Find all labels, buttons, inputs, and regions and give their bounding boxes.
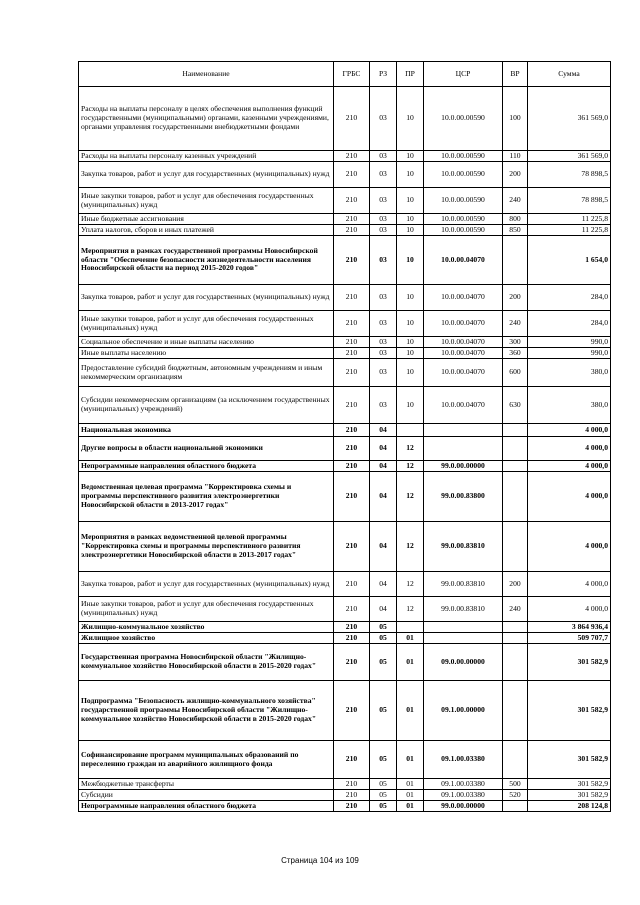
table-row [79, 472, 611, 522]
cell-name: Национальная экономика [79, 424, 334, 437]
cell-sum: 301 582,9 [528, 644, 611, 681]
cell-name: Другие вопросы в области национальной экономики [79, 437, 334, 461]
cell-name: Государственная программа Новосибирской области "Жилищно-коммунальное хозяйство Новосибирской области в 2015-2020 годах" [79, 644, 334, 681]
cell-pr: 10 [397, 285, 424, 311]
cell-csr: 10.0.00.04070 [424, 285, 503, 311]
cell-pr: 10 [397, 151, 424, 162]
table-header-row [79, 62, 611, 87]
cell-rz: 03 [370, 151, 397, 162]
cell-sum: 301 582,9 [528, 681, 611, 741]
cell-vr: 300 [503, 337, 528, 348]
column-header-name: Наименование [79, 62, 334, 87]
cell-vr [503, 437, 528, 461]
cell-name: Иные закупки товаров, работ и услуг для обеспечения государственных (муниципальных) нужд [79, 597, 334, 622]
cell-pr: 10 [397, 188, 424, 214]
cell-sum: 990,0 [528, 348, 611, 359]
table-row [79, 236, 611, 285]
cell-rz: 04 [370, 572, 397, 597]
cell-grbs: 210 [334, 644, 370, 681]
cell-name: Закупка товаров, работ и услуг для государственных (муниципальных) нужд [79, 162, 334, 188]
cell-rz: 05 [370, 741, 397, 779]
table-row [79, 424, 611, 437]
table-row [79, 285, 611, 311]
cell-rz: 04 [370, 424, 397, 437]
cell-grbs: 210 [334, 236, 370, 285]
cell-name: Жилищное хозяйство [79, 633, 334, 644]
cell-grbs: 210 [334, 741, 370, 779]
cell-csr [424, 622, 503, 633]
cell-rz: 04 [370, 437, 397, 461]
cell-grbs: 210 [334, 622, 370, 633]
cell-vr: 200 [503, 162, 528, 188]
cell-rz: 05 [370, 779, 397, 790]
cell-pr: 10 [397, 225, 424, 236]
cell-rz: 04 [370, 461, 397, 472]
cell-sum: 4 000,0 [528, 572, 611, 597]
cell-vr [503, 522, 528, 572]
cell-vr [503, 741, 528, 779]
cell-vr: 630 [503, 387, 528, 424]
cell-vr [503, 681, 528, 741]
cell-sum: 4 000,0 [528, 522, 611, 572]
cell-name: Закупка товаров, работ и услуг для государственных (муниципальных) нужд [79, 285, 334, 311]
cell-name: Закупка товаров, работ и услуг для государственных (муниципальных) нужд [79, 572, 334, 597]
cell-name: Подпрограмма "Безопасность жилищно-коммунального хозяйства" государственной программы Новосибирской области "Жилищно-коммунальное хозяйство Новосибирской области в 2015-2020 годах" [79, 681, 334, 741]
cell-sum: 11 225,8 [528, 214, 611, 225]
cell-pr: 10 [397, 162, 424, 188]
cell-grbs: 210 [334, 311, 370, 337]
cell-pr: 01 [397, 779, 424, 790]
cell-name: Непрограммные направления областного бюджета [79, 801, 334, 812]
cell-sum: 990,0 [528, 337, 611, 348]
cell-name: Субсидии [79, 790, 334, 801]
cell-vr: 800 [503, 214, 528, 225]
table-row [79, 622, 611, 633]
cell-rz: 05 [370, 790, 397, 801]
table-row [79, 348, 611, 359]
cell-rz: 04 [370, 472, 397, 522]
cell-sum: 301 582,9 [528, 779, 611, 790]
cell-vr [503, 801, 528, 812]
cell-csr: 10.0.00.04070 [424, 236, 503, 285]
table-row [79, 572, 611, 597]
cell-name: Ведомственная целевая программа "Корректировка схемы и программы перспективного развития электроэнергетики Новосибирской области в 2013-2017 годах" [79, 472, 334, 522]
cell-csr: 10.0.00.00590 [424, 214, 503, 225]
cell-sum: 380,0 [528, 387, 611, 424]
cell-pr: 10 [397, 359, 424, 387]
cell-rz: 03 [370, 162, 397, 188]
cell-vr: 500 [503, 779, 528, 790]
cell-csr: 09.0.00.00000 [424, 644, 503, 681]
cell-sum: 78 898,5 [528, 188, 611, 214]
cell-csr: 10.0.00.00590 [424, 188, 503, 214]
cell-vr: 100 [503, 87, 528, 151]
cell-pr [397, 424, 424, 437]
cell-sum: 380,0 [528, 359, 611, 387]
cell-sum: 301 582,9 [528, 741, 611, 779]
cell-sum: 4 000,0 [528, 424, 611, 437]
cell-vr: 240 [503, 597, 528, 622]
cell-pr [397, 622, 424, 633]
cell-grbs: 210 [334, 472, 370, 522]
cell-name: Социальное обеспечение и иные выплаты населению [79, 337, 334, 348]
cell-pr: 10 [397, 214, 424, 225]
cell-grbs: 210 [334, 681, 370, 741]
cell-name: Жилищно-коммунальное хозяйство [79, 622, 334, 633]
cell-csr: 99.0.00.00000 [424, 461, 503, 472]
column-header-grbs: ГРБС [334, 62, 370, 87]
cell-name: Иные выплаты населению [79, 348, 334, 359]
table-body [79, 87, 611, 812]
cell-csr: 09.1.00.03380 [424, 741, 503, 779]
cell-sum: 284,0 [528, 285, 611, 311]
table-row [79, 597, 611, 622]
cell-name: Мероприятия в рамках ведомственной целевой программы "Корректировка схемы и программы перспективного развития электроэнергетики Новосибирской области в 2013-2017 годах" [79, 522, 334, 572]
cell-name: Иные закупки товаров, работ и услуг для обеспечения государственных (муниципальных) нужд [79, 188, 334, 214]
cell-sum: 509 707,7 [528, 633, 611, 644]
cell-csr: 10.0.00.00590 [424, 162, 503, 188]
cell-pr: 12 [397, 472, 424, 522]
cell-rz: 03 [370, 348, 397, 359]
cell-sum: 1 654,0 [528, 236, 611, 285]
column-header-pr: ПР [397, 62, 424, 87]
cell-grbs: 210 [334, 801, 370, 812]
cell-sum: 361 569,0 [528, 151, 611, 162]
table-row [79, 633, 611, 644]
cell-rz: 03 [370, 359, 397, 387]
cell-name: Расходы на выплаты персоналу казенных учреждений [79, 151, 334, 162]
cell-name: Софинансирование программ муниципальных образований по переселению граждан из аварийного жилищного фонда [79, 741, 334, 779]
cell-grbs: 210 [334, 790, 370, 801]
cell-grbs: 210 [334, 225, 370, 236]
cell-csr: 99.0.00.83810 [424, 572, 503, 597]
cell-rz: 05 [370, 633, 397, 644]
cell-rz: 03 [370, 337, 397, 348]
table-row [79, 801, 611, 812]
cell-grbs: 210 [334, 437, 370, 461]
cell-grbs: 210 [334, 572, 370, 597]
cell-vr: 850 [503, 225, 528, 236]
cell-csr: 10.0.00.00590 [424, 87, 503, 151]
cell-sum: 4 000,0 [528, 437, 611, 461]
table-row [79, 779, 611, 790]
cell-csr: 99.0.00.83810 [424, 522, 503, 572]
cell-rz: 05 [370, 681, 397, 741]
table-row [79, 214, 611, 225]
cell-pr: 12 [397, 437, 424, 461]
cell-pr: 01 [397, 633, 424, 644]
column-header-rz: РЗ [370, 62, 397, 87]
cell-sum: 301 582,9 [528, 790, 611, 801]
cell-pr: 12 [397, 597, 424, 622]
cell-sum: 208 124,8 [528, 801, 611, 812]
cell-csr: 10.0.00.04070 [424, 387, 503, 424]
cell-grbs: 210 [334, 359, 370, 387]
table-row [79, 359, 611, 387]
cell-pr: 01 [397, 790, 424, 801]
cell-rz: 03 [370, 311, 397, 337]
cell-vr: 360 [503, 348, 528, 359]
table-row [79, 461, 611, 472]
cell-pr: 12 [397, 572, 424, 597]
cell-pr: 10 [397, 236, 424, 285]
cell-pr: 10 [397, 387, 424, 424]
cell-pr: 01 [397, 644, 424, 681]
cell-grbs: 210 [334, 597, 370, 622]
cell-sum: 284,0 [528, 311, 611, 337]
page-footer: Страница 104 из 109 [281, 856, 359, 865]
cell-vr: 240 [503, 188, 528, 214]
cell-pr: 01 [397, 801, 424, 812]
cell-vr [503, 622, 528, 633]
cell-pr: 12 [397, 461, 424, 472]
cell-grbs: 210 [334, 779, 370, 790]
cell-vr [503, 633, 528, 644]
cell-pr: 01 [397, 741, 424, 779]
cell-grbs: 210 [334, 87, 370, 151]
cell-pr: 12 [397, 522, 424, 572]
table-row [79, 437, 611, 461]
cell-rz: 03 [370, 225, 397, 236]
cell-pr: 01 [397, 681, 424, 741]
cell-name: Иные бюджетные ассигнования [79, 214, 334, 225]
table-row [79, 162, 611, 188]
cell-grbs: 210 [334, 162, 370, 188]
cell-pr: 10 [397, 337, 424, 348]
cell-grbs: 210 [334, 188, 370, 214]
cell-sum: 4 000,0 [528, 461, 611, 472]
cell-csr [424, 633, 503, 644]
cell-rz: 03 [370, 387, 397, 424]
cell-name: Уплата налогов, сборов и иных платежей [79, 225, 334, 236]
cell-grbs: 210 [334, 424, 370, 437]
table-row [79, 790, 611, 801]
cell-sum: 78 898,5 [528, 162, 611, 188]
cell-grbs: 210 [334, 522, 370, 572]
cell-csr: 09.1.00.03380 [424, 790, 503, 801]
cell-vr [503, 644, 528, 681]
cell-csr: 99.0.00.83810 [424, 597, 503, 622]
cell-rz: 03 [370, 188, 397, 214]
table-row [79, 681, 611, 741]
cell-csr: 99.0.00.83800 [424, 472, 503, 522]
table-row [79, 741, 611, 779]
cell-rz: 05 [370, 622, 397, 633]
cell-name: Мероприятия в рамках государственной программы Новосибирской области "Обеспечение безопасности жизнедеятельности населения Новосибирской области на период 2015-2020 годов" [79, 236, 334, 285]
cell-pr: 10 [397, 87, 424, 151]
cell-grbs: 210 [334, 461, 370, 472]
cell-sum: 4 000,0 [528, 597, 611, 622]
cell-name: Субсидии некоммерческим организациям (за исключением государственных (муниципальных) учреждений) [79, 387, 334, 424]
table-row [79, 311, 611, 337]
cell-vr [503, 472, 528, 522]
cell-name: Расходы на выплаты персоналу в целях обеспечения выполнения функций государственными (муниципальными) органами, казенными учреждениями, органами управления государственными внебюджетными фондами [79, 87, 334, 151]
cell-sum: 4 000,0 [528, 472, 611, 522]
cell-name: Иные закупки товаров, работ и услуг для обеспечения государственных (муниципальных) нужд [79, 311, 334, 337]
cell-sum: 361 569,0 [528, 87, 611, 151]
cell-sum: 11 225,8 [528, 225, 611, 236]
table-row [79, 644, 611, 681]
cell-vr: 520 [503, 790, 528, 801]
cell-csr [424, 437, 503, 461]
table-row [79, 387, 611, 424]
cell-rz: 03 [370, 236, 397, 285]
cell-vr: 600 [503, 359, 528, 387]
cell-rz: 04 [370, 522, 397, 572]
cell-csr: 10.0.00.00590 [424, 151, 503, 162]
cell-csr: 10.0.00.04070 [424, 337, 503, 348]
column-header-vr: ВР [503, 62, 528, 87]
cell-csr: 10.0.00.04070 [424, 311, 503, 337]
cell-vr [503, 236, 528, 285]
cell-grbs: 210 [334, 151, 370, 162]
column-header-csr: ЦСР [424, 62, 503, 87]
cell-csr: 99.0.00.00000 [424, 801, 503, 812]
table-row [79, 337, 611, 348]
cell-vr: 200 [503, 572, 528, 597]
cell-grbs: 210 [334, 285, 370, 311]
cell-grbs: 210 [334, 337, 370, 348]
cell-vr: 110 [503, 151, 528, 162]
cell-vr [503, 461, 528, 472]
table-row [79, 151, 611, 162]
cell-name: Предоставление субсидий бюджетным, автономным учреждениям и иным некоммерческим организациям [79, 359, 334, 387]
column-header-sum: Сумма [528, 62, 611, 87]
cell-grbs: 210 [334, 387, 370, 424]
cell-rz: 05 [370, 801, 397, 812]
cell-name: Межбюджетные трансферты [79, 779, 334, 790]
table-row [79, 522, 611, 572]
cell-csr: 10.0.00.00590 [424, 225, 503, 236]
cell-rz: 03 [370, 87, 397, 151]
cell-rz: 04 [370, 597, 397, 622]
cell-grbs: 210 [334, 348, 370, 359]
cell-csr: 09.1.00.00000 [424, 681, 503, 741]
cell-vr: 200 [503, 285, 528, 311]
cell-vr [503, 424, 528, 437]
cell-csr [424, 424, 503, 437]
table-row [79, 87, 611, 151]
cell-pr: 10 [397, 311, 424, 337]
cell-csr: 10.0.00.04070 [424, 359, 503, 387]
cell-csr: 10.0.00.04070 [424, 348, 503, 359]
table-row [79, 225, 611, 236]
cell-rz: 03 [370, 285, 397, 311]
cell-rz: 03 [370, 214, 397, 225]
cell-vr: 240 [503, 311, 528, 337]
cell-grbs: 210 [334, 633, 370, 644]
table-row [79, 188, 611, 214]
cell-sum: 3 864 936,4 [528, 622, 611, 633]
cell-name: Непрограммные направления областного бюджета [79, 461, 334, 472]
cell-grbs: 210 [334, 214, 370, 225]
cell-csr: 09.1.00.03380 [424, 779, 503, 790]
cell-rz: 05 [370, 644, 397, 681]
cell-pr: 10 [397, 348, 424, 359]
budget-table [78, 61, 611, 812]
